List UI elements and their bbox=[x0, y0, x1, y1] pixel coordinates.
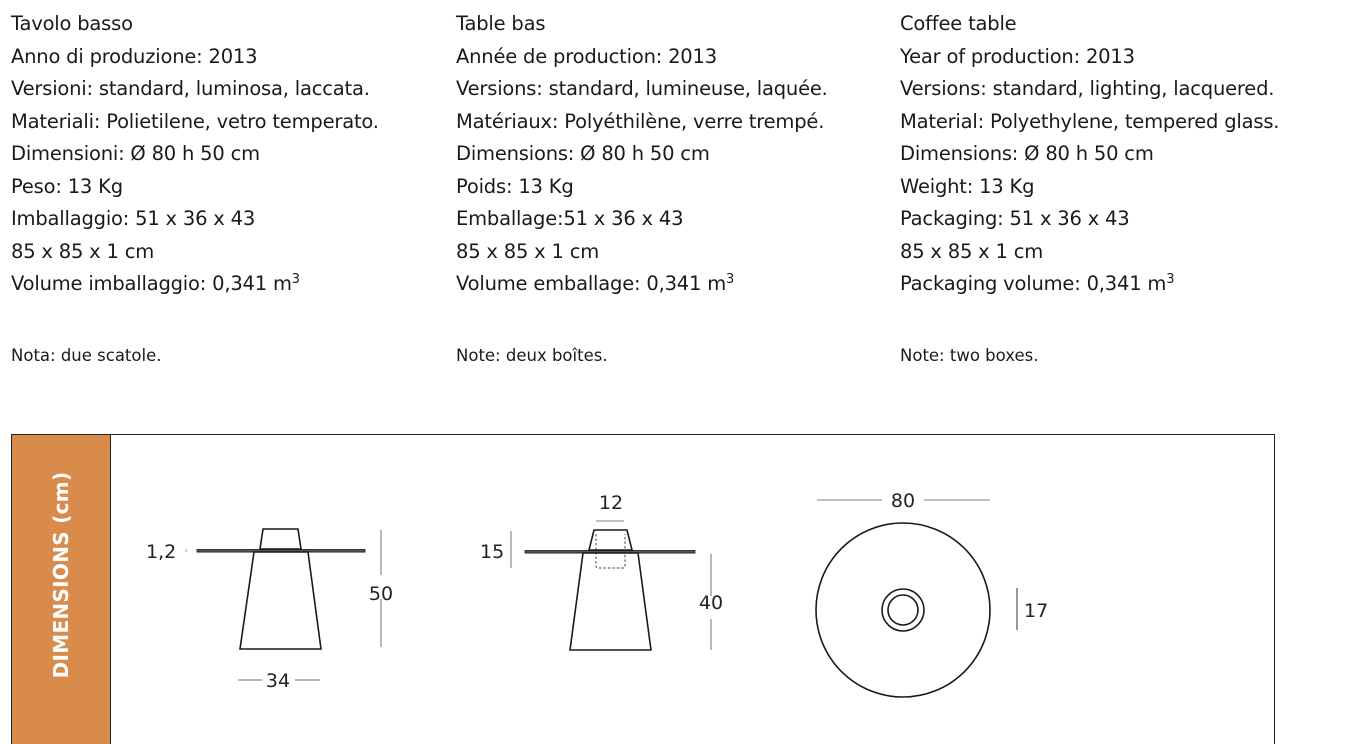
dimensions: Dimensions: Ø 80 h 50 cm bbox=[900, 142, 1154, 165]
note: Nota: due scatole. bbox=[11, 346, 162, 365]
tabletop-circle bbox=[816, 523, 990, 697]
packaging-volume-text: Volume imballaggio: 0,341 m bbox=[11, 272, 292, 295]
base-height-label: 40 bbox=[698, 592, 724, 614]
versions: Versions: standard, lighting, lacquered. bbox=[900, 77, 1275, 100]
dimensions: Dimensions: Ø 80 h 50 cm bbox=[456, 142, 710, 165]
superscript: 3 bbox=[726, 272, 735, 287]
packaging: Emballage:51 x 36 x 43 bbox=[456, 207, 684, 230]
versions: Versioni: standard, luminosa, laccata. bbox=[11, 77, 370, 100]
packaging: Imballaggio: 51 x 36 x 43 bbox=[11, 207, 256, 230]
packaging: Packaging: 51 x 36 x 43 bbox=[900, 207, 1130, 230]
diameter-label: 80 bbox=[890, 490, 916, 512]
dimensions-label: DIMENSIONS (cm) bbox=[49, 471, 73, 679]
packaging-second: 85 x 85 x 1 cm bbox=[11, 239, 155, 263]
top-view-drawing bbox=[816, 500, 1017, 697]
packaging-second: 85 x 85 x 1 cm bbox=[456, 239, 600, 263]
superscript: 3 bbox=[1166, 272, 1175, 287]
weight: Weight: 13 Kg bbox=[900, 174, 1035, 198]
cone-base bbox=[240, 552, 321, 649]
note: Note: deux boîtes. bbox=[456, 346, 608, 365]
versions: Versions: standard, lumineuse, laquée. bbox=[456, 77, 828, 100]
cap-inner-ring bbox=[888, 595, 918, 625]
production-year: Année de production: 2013 bbox=[456, 44, 717, 68]
top-cap bbox=[589, 530, 632, 550]
packaging-second: 85 x 85 x 1 cm bbox=[900, 239, 1044, 263]
top-thickness-label: 1,2 bbox=[146, 541, 177, 563]
note: Note: two boxes. bbox=[900, 346, 1039, 365]
base-width-label: 34 bbox=[265, 670, 291, 692]
top-cap bbox=[260, 529, 301, 549]
total-height-label: 50 bbox=[368, 583, 394, 605]
packaging-volume-text: Volume emballage: 0,341 m bbox=[456, 272, 726, 295]
product-name: Tavolo basso bbox=[11, 12, 133, 35]
materials: Material: Polyethylene, tempered glass. bbox=[900, 109, 1280, 133]
materials: Matériaux: Polyéthilène, verre trempé. bbox=[456, 109, 825, 133]
product-name: Coffee table bbox=[900, 12, 1017, 35]
production-year: Anno di produzione: 2013 bbox=[11, 44, 258, 68]
cap-height-label: 15 bbox=[480, 541, 505, 563]
cap-width-label: 12 bbox=[598, 492, 624, 514]
section-view-drawing bbox=[511, 521, 711, 650]
product-name: Table bas bbox=[456, 12, 546, 35]
dimensions: Dimensioni: Ø 80 h 50 cm bbox=[11, 142, 260, 165]
superscript: 3 bbox=[291, 272, 300, 287]
weight: Peso: 13 Kg bbox=[11, 174, 123, 198]
production-year: Year of production: 2013 bbox=[900, 44, 1135, 68]
packaging-volume-text: Packaging volume: 0,341 m bbox=[900, 272, 1167, 295]
side-view-drawing bbox=[186, 529, 381, 680]
materials: Materiali: Polietilene, vetro temperato. bbox=[11, 109, 379, 133]
weight: Poids: 13 Kg bbox=[456, 174, 574, 198]
center-size-label: 17 bbox=[1024, 600, 1049, 622]
